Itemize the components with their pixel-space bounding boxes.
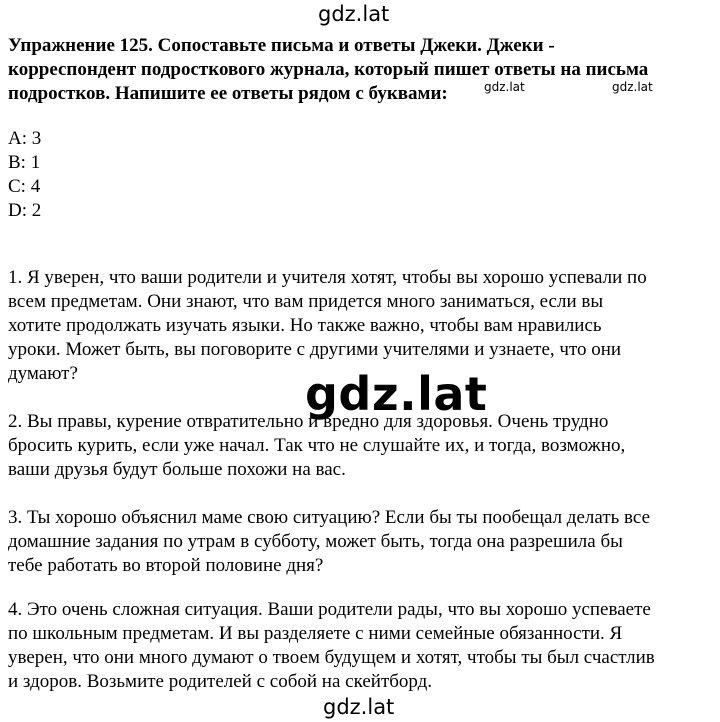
answer-item: A: 3	[8, 128, 42, 149]
paragraph-line: 1. Я уверен, что ваши родители и учителя хотят, чтобы вы хорошо успевали по	[8, 267, 647, 288]
answer-item: C: 4	[8, 176, 41, 197]
watermark-small: gdz.lat	[484, 80, 525, 94]
answer-item: D: 2	[8, 200, 42, 221]
reply-paragraph-4	[8, 598, 716, 694]
paragraph-line: тебе работать во второй половине дня?	[8, 555, 324, 576]
heading-line: Упражнение 125. Сопоставьте письма и ответы Джеки. Джеки -	[8, 35, 555, 56]
paragraph-line: 2. Вы правы, курение отвратительно и вредно для здоровья. Очень трудно	[8, 411, 609, 432]
watermark-center: gdz.lat	[305, 367, 488, 421]
paragraph-line: думают?	[8, 363, 78, 384]
paragraph-line: по школьным предметам. И вы разделяете с ними семейные обязанности. Я	[8, 623, 623, 644]
paragraph-line: бросить курить, если уже начал. Так что не слушайте их, и тогда, возможно,	[8, 435, 626, 456]
heading-line: подростков. Напишите ее ответы рядом с буквами:	[8, 83, 448, 104]
paragraph-line: уроки. Может быть, вы поговорите с другими учителями и узнаете, что они	[8, 339, 622, 360]
reply-paragraph-3	[8, 506, 716, 578]
watermark-top: gdz.lat	[318, 2, 390, 26]
paragraph-line: и здоров. Возьмите родителей с собой на скейтборд.	[8, 671, 433, 692]
paragraph-line: ваши друзья будут больше похожи на вас.	[8, 459, 346, 480]
heading-line: корреспондент подросткового журнала, который пишет ответы на письма	[8, 59, 649, 80]
paragraph-line: уверен, что они много думают о твоем будущем и хотят, чтобы ты был счастлив	[8, 647, 655, 668]
paragraph-line: 4. Это очень сложная ситуация. Ваши родители рады, что вы хорошо успеваете	[8, 599, 651, 620]
exercise-heading	[8, 34, 713, 106]
watermark-bottom: gdz.lat	[323, 695, 395, 719]
paragraph-line: всем предметам. Они знают, что вам придется много заниматься, если вы	[8, 291, 604, 312]
watermark-small: gdz.lat	[612, 80, 653, 94]
paragraph-line: хотите продолжать изучать языки. Но также важно, чтобы вам нравились	[8, 315, 602, 336]
paragraph-line: домашние задания по утрам в субботу, может быть, тогда она разрешила бы	[8, 531, 623, 552]
answers-list	[8, 127, 41, 223]
answer-item: B: 1	[8, 152, 41, 173]
paragraph-line: 3. Ты хорошо объяснил маме свою ситуацию? Если бы ты пообещал делать все	[8, 507, 651, 528]
